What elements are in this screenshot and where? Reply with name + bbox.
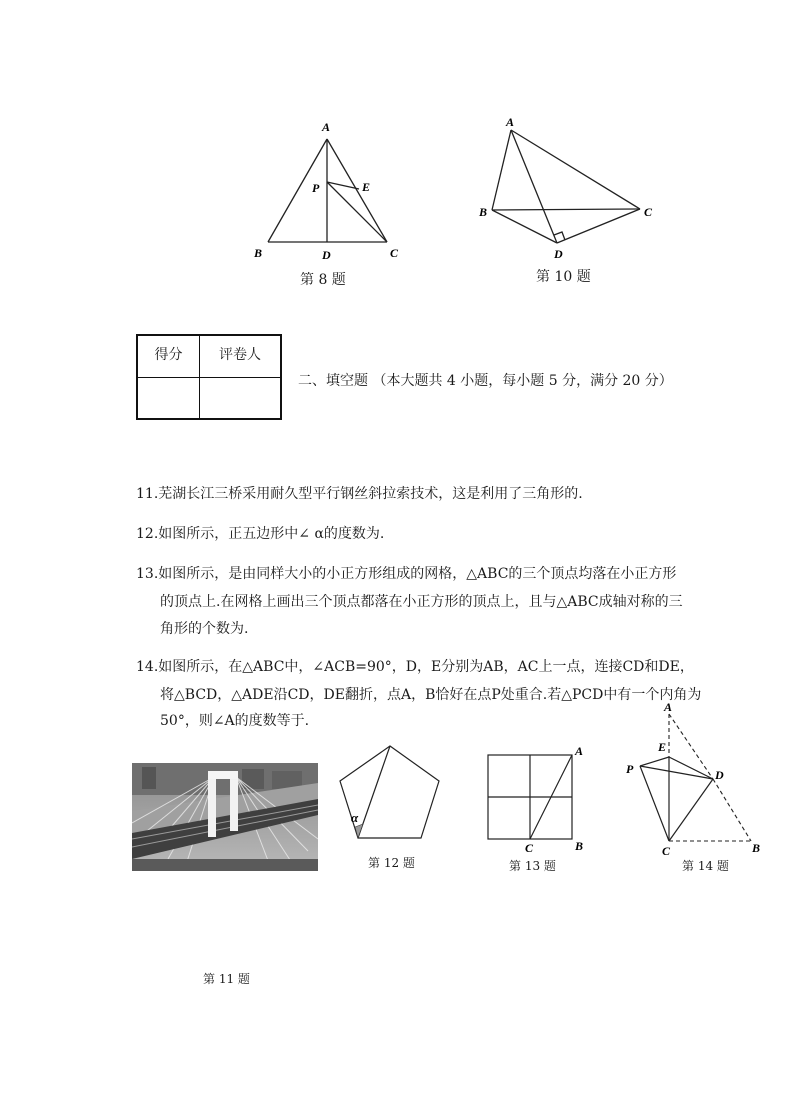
fig12-caption: 第 12 题	[368, 856, 415, 870]
fig10-label-C: C	[644, 205, 653, 219]
question-11: 11.芜湖长江三桥采用耐久型平行钢丝斜拉索技术，这是利用了三角形的.	[136, 486, 583, 502]
grader-cell	[200, 378, 280, 418]
fig13-label-A: A	[575, 744, 584, 758]
fig8-label-E: E	[362, 180, 371, 194]
grader-header: 评卷人	[200, 336, 280, 378]
fig8-label-B: B	[254, 246, 263, 260]
fig8-caption: 第 8 题	[300, 272, 346, 288]
fig14-label-D: D	[715, 768, 724, 782]
section-title: 二、填空题 （本大题共 4 小题，每小题 5 分，满分 20 分）	[298, 373, 673, 389]
fig8-label-D: D	[322, 248, 331, 262]
figure-12	[334, 738, 444, 848]
fig14-label-C: C	[662, 844, 671, 858]
question-13-line3: 角形的个数为.	[160, 621, 249, 637]
bridge-photo	[132, 763, 318, 871]
question-14-line2: 将△BCD，△ADE沿CD，DE翻折，点A，B恰好在点P处重合.若△PCD中有一个内角为	[160, 687, 702, 703]
fig13-label-B: B	[575, 839, 584, 853]
fig14-label-A: A	[664, 700, 673, 714]
fig8-label-A: A	[322, 120, 331, 134]
fig13-label-C: C	[525, 841, 534, 854]
fig10-label-D: D	[554, 247, 563, 261]
figure-8	[248, 116, 408, 268]
question-14-line3: 50°，则∠A的度数等于.	[160, 713, 310, 729]
fig10-label-A: A	[506, 115, 515, 129]
fig8-label-P: P	[312, 181, 320, 195]
fig10-label-B: B	[479, 205, 488, 219]
fig11-caption: 第 11 题	[203, 972, 250, 986]
fig13-caption: 第 13 题	[509, 859, 556, 873]
fig14-label-E: E	[658, 740, 667, 754]
fig14-label-B: B	[752, 841, 761, 855]
fig12-label-alpha: α	[351, 810, 359, 825]
score-cell	[138, 378, 200, 418]
fig10-caption: 第 10 题	[536, 269, 591, 285]
fig8-label-C: C	[390, 246, 399, 260]
figure-10	[474, 112, 664, 262]
question-14-line1: 14.如图所示，在△ABC中，∠ACB=90°，D，E分别为AB，AC上一点，连接CD和DE，	[136, 659, 694, 675]
fig14-label-P: P	[626, 762, 634, 776]
question-13-line2: 的顶点上.在网格上画出三个顶点都落在小正方形的顶点上，且与△ABC成轴对称的三	[160, 594, 683, 610]
question-13-line1: 13.如图所示，是由同样大小的小正方形组成的网格，△ABC的三个顶点均落在小正方形	[136, 566, 677, 582]
question-12: 12.如图所示，正五边形中∠ α的度数为.	[136, 526, 385, 542]
figure-13	[480, 744, 592, 854]
figure-14	[620, 700, 770, 860]
score-header: 得分	[138, 336, 200, 378]
score-table	[136, 334, 282, 420]
fig14-caption: 第 14 题	[682, 859, 729, 873]
